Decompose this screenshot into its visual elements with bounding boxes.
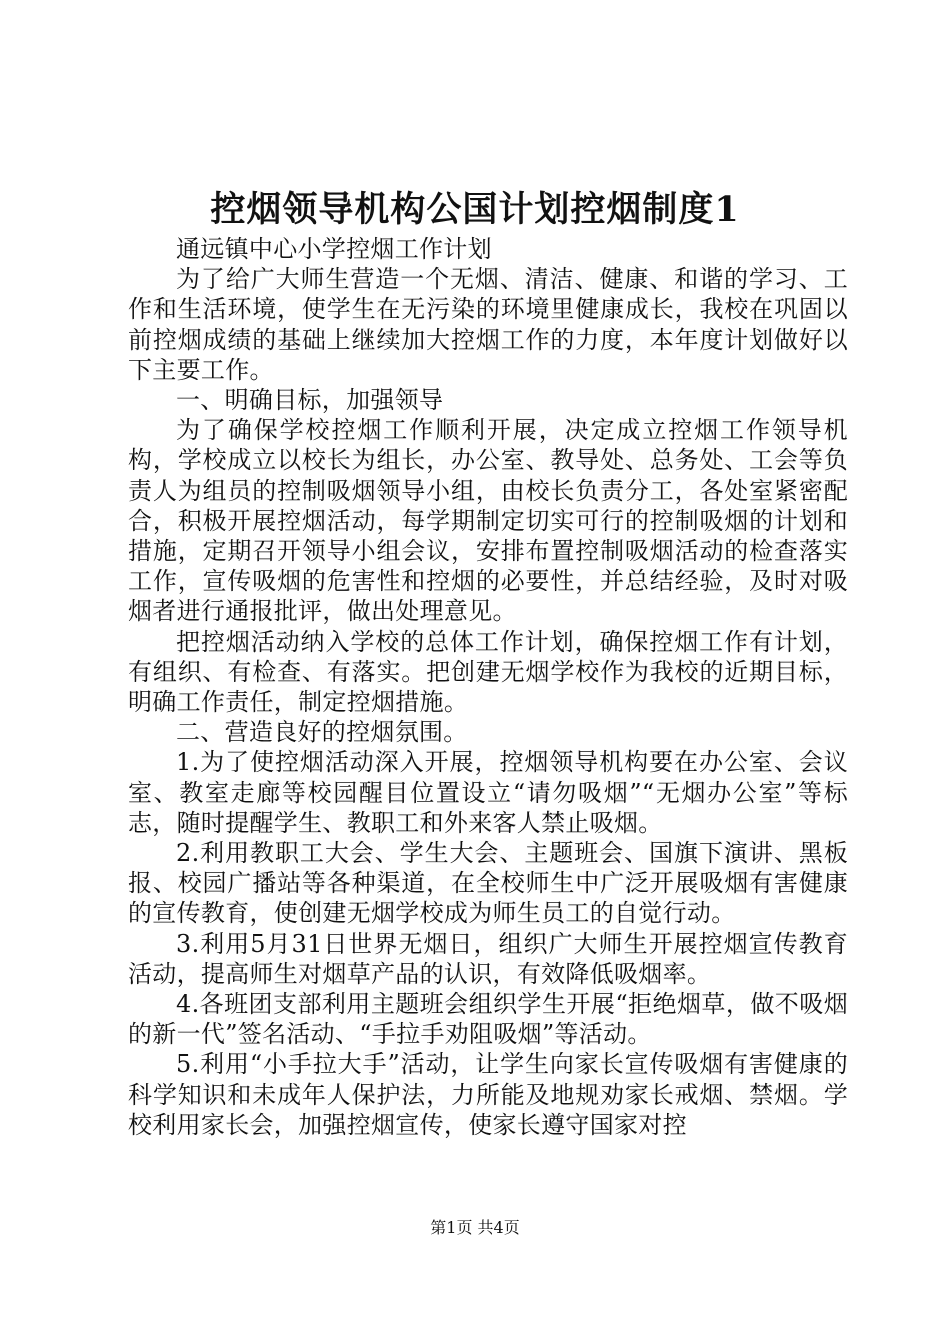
list-item-1: 1.为了使控烟活动深入开展，控烟领导机构要在办公室、会议室、教室走廊等校园醒目位置设立“请勿吸烟”“无烟办公室”等标志，随时提醒学生、教职工和外来客人禁止吸烟。: [128, 748, 848, 837]
page-footer: 第1页 共4页: [430, 1218, 520, 1237]
document-title: 控烟领导机构公国计划控烟制度1: [210, 189, 740, 230]
document-body: [128, 234, 848, 1140]
list-item-4: 4.各班团支部利用主题班会组织学生开展“拒绝烟草，做不吸烟的新一代”签名活动、“手拉手劝阻吸烟”等活动。: [128, 990, 848, 1049]
section-heading-2: 二、营造良好的控烟氛围。: [176, 718, 468, 747]
paragraph-leadership: 为了确保学校控烟工作顺利开展，决定成立控烟工作领导机构，学校成立以校长为组长，办公室、教导处、总务处、工会等负责人为组员的控制吸烟领导小组，由校长负责分工，各处室紧密配合，积极开展控烟活动，每学期制定切实可行的控制吸烟的计划和措施，定期召开领导小组会议，安排布置控制吸烟活动的检查落实工作，宣传吸烟的危害性和控烟的必要性，并总结经验，及时对吸烟者进行通报批评，做出处理意见。: [128, 416, 848, 626]
paragraph-intro: 为了给广大师生营造一个无烟、清洁、健康、和谐的学习、工作和生活环境，使学生在无污染的环境里健康成长，我校在巩固以前控烟成绩的基础上继续加大控烟工作的力度，本年度计划做好以下主要工作。: [128, 265, 848, 384]
list-item-3: 3.利用5月31日世界无烟日，组织广大师生开展控烟宣传教育活动，提高师生对烟草产品的认识，有效降低吸烟率。: [128, 929, 848, 988]
section-heading-1: 一、明确目标，加强领导: [176, 386, 444, 415]
list-item-5: 5.利用“小手拉大手”活动，让学生向家长宣传吸烟有害健康的科学知识和未成年人保护法，力所能及地规劝家长戒烟、禁烟。学校利用家长会，加强控烟宣传，使家长遵守国家对控: [128, 1050, 848, 1139]
paragraph-plan: 把控烟活动纳入学校的总体工作计划，确保控烟工作有计划，有组织、有检查、有落实。把创建无烟学校作为我校的近期目标，明确工作责任，制定控烟措施。: [128, 627, 848, 717]
list-item-2: 2.利用教职工大会、学生大会、主题班会、国旗下演讲、黑板报、校园广播站等各种渠道，在全校师生中广泛开展吸烟有害健康的宣传教育，使创建无烟学校成为师生员工的自觉行动。: [128, 839, 848, 928]
paragraph-subtitle: 通远镇中心小学控烟工作计划: [176, 235, 492, 263]
